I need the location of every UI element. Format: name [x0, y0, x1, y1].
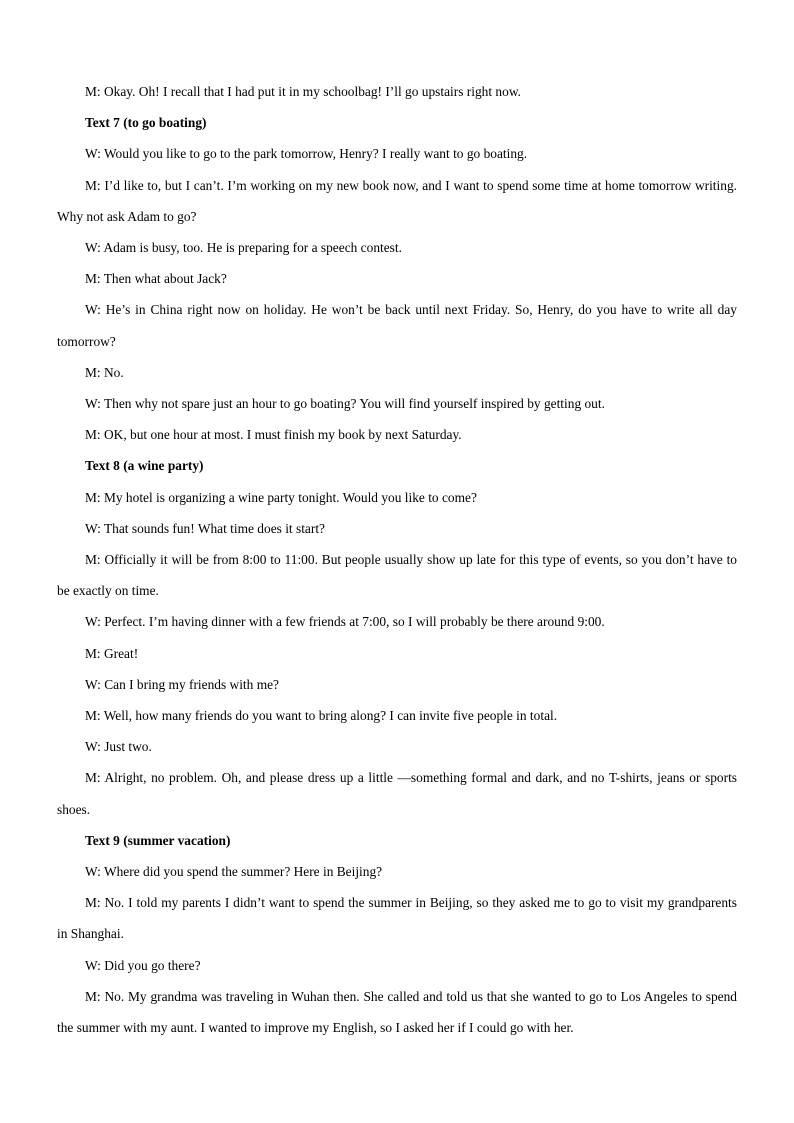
- section-heading: Text 8 (a wine party): [85, 458, 204, 474]
- dialogue-line: M: OK, but one hour at most. I must finish my book by next Saturday.: [85, 427, 462, 443]
- dialogue-line: M: I’d like to, but I can’t. I’m working on my new book now, and I want to spend some time at home tomorrow writing. Why not ask Adam to go?: [57, 177, 737, 224]
- dialogue-line: M: Then what about Jack?: [85, 271, 227, 287]
- dialogue-line: M: Alright, no problem. Oh, and please dress up a little —something formal and dark, and no T-shirts, jeans or sports shoes.: [57, 770, 737, 817]
- dialogue-line: M: Great!: [85, 645, 139, 661]
- dialogue-line: W: Just two.: [85, 739, 152, 755]
- dialogue-line: M: No.: [85, 364, 124, 380]
- dialogue-line: W: That sounds fun! What time does it start?: [85, 520, 325, 536]
- dialogue-line: M: No. My grandma was traveling in Wuhan then. She called and told us that she wanted to go to Los Angeles to spend the summer with my aunt. I wanted to improve my English, so I asked her if I could go with her.: [57, 988, 737, 1036]
- dialogue-line: W: Perfect. I’m having dinner with a few friends at 7:00, so I will probably be there around 9:00.: [85, 614, 605, 630]
- section-heading: Text 7 (to go boating): [85, 115, 207, 131]
- dialogue-line: M: No. I told my parents I didn’t want to spend the summer in Beijing, so they asked me to go to visit my grandparents in Shanghai.: [57, 895, 737, 942]
- dialogue-line: W: Then why not spare just an hour to go boating? You will find yourself inspired by getting out.: [85, 396, 605, 412]
- section-heading: Text 9 (summer vacation): [85, 832, 231, 848]
- dialogue-line: M: My hotel is organizing a wine party tonight. Would you like to come?: [85, 489, 477, 505]
- dialogue-line: M: Well, how many friends do you want to bring along? I can invite five people in total.: [85, 708, 558, 724]
- dialogue-line: W: Where did you spend the summer? Here in Beijing?: [85, 864, 383, 880]
- dialogue-line: M: Okay. Oh! I recall that I had put it in my schoolbag! I’ll go upstairs right now.: [85, 84, 521, 99]
- document-body: [57, 76, 737, 1043]
- dialogue-line: W: Would you like to go to the park tomorrow, Henry? I really want to go boating.: [85, 146, 528, 162]
- dialogue-line: W: He’s in China right now on holiday. He won’t be back until next Friday. So, Henry, do you have to write all day tomorrow?: [57, 302, 737, 349]
- dialogue-line: W: Adam is busy, too. He is preparing for a speech contest.: [85, 240, 402, 256]
- dialogue-line: W: Can I bring my friends with me?: [85, 676, 279, 692]
- dialogue-line: W: Did you go there?: [85, 957, 201, 973]
- dialogue-line: M: Officially it will be from 8:00 to 11:00. But people usually show up late for this type of events, so you don’t have to be exactly on time.: [57, 552, 737, 599]
